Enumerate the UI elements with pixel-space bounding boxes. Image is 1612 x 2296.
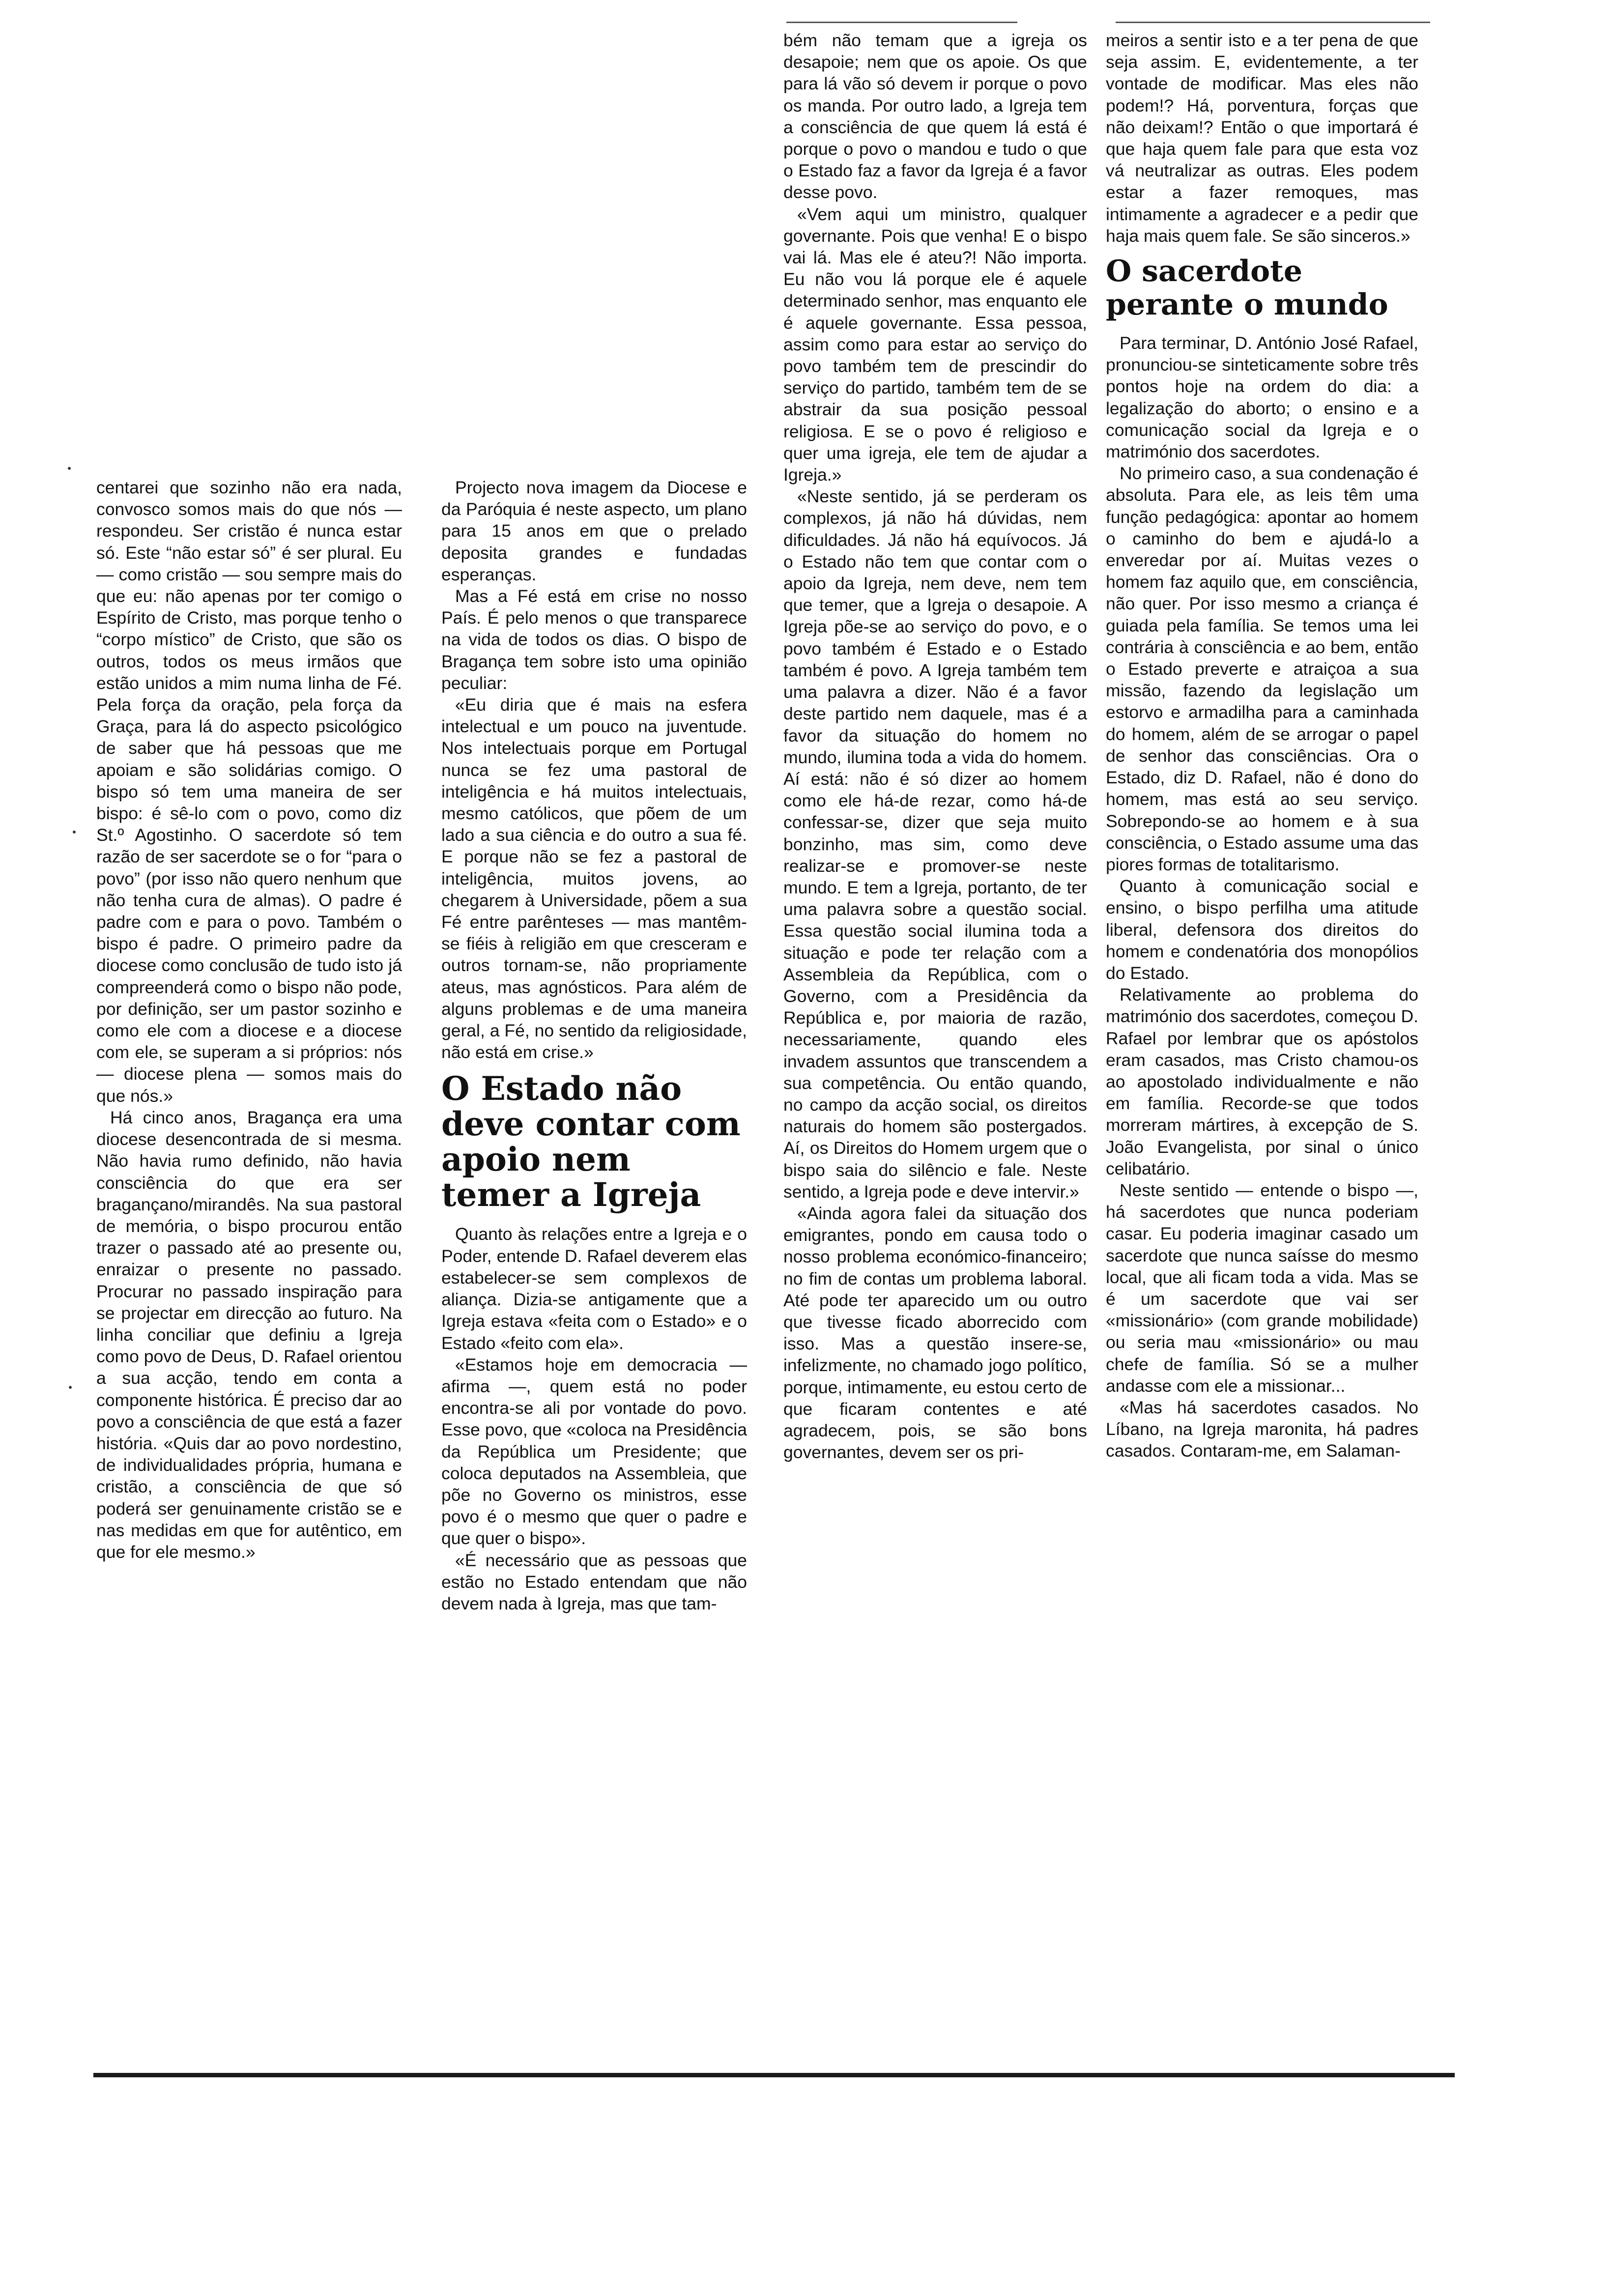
section-headline: O Estado não deve contar com apoio nem temer a Igreja — [441, 1069, 741, 1214]
paragraph: «Eu diria que é mais na esfera intelectual e um pouco na juventude. Nos intelectuais porque em Portugal nunca se fez uma pastoral de inteligência e há muitos intelectuais, mesmo católicos, que põem de um lado a sua ciência e do outro a sua fé. E porque não se fez a pastoral de inteligência, muitos jovens, ao chegarem à Universidade, põem a sua Fé entre parênteses — mas mantêm-se fiéis à religião em que cresceram e outros tornam-se, não propriamente ateus, mas agnósticos. Para além de alguns problemas e de uma maneira geral, a Fé, no sentido da religiosidade, não está em crise.» — [441, 695, 747, 1062]
article-column-2 — [441, 477, 747, 1614]
section-headline: O sacerdote perante o mundo — [1106, 254, 1388, 322]
article-column-3 — [783, 29, 1087, 1463]
scan-speck — [68, 467, 71, 470]
paragraph: No primeiro caso, a sua condenação é absoluta. Para ele, as leis têm uma função pedagógica: apontar ao homem o caminho do bem e ajudá-lo a enveredar por aí. Muitas vezes o homem faz aquilo que, em consciência, não quer. Por isso mesmo a criança é guiada pela família. Se temos uma lei contrária à consciência e ao bem, então o Estado preverte e atraiçoa a sua missão, fazendo da legislação um estorvo e armadilha para a caminhada do homem, além de se arrogar o papel de senhor das consciências. Ora o Estado, diz D. Rafael, não é dono do homem, mas está ao seu serviço. Sobrepondo-se ao homem e à sua consciência, o Estado assume uma das piores formas de totalitarismo. — [1106, 463, 1418, 874]
paragraph: Projecto nova imagem da Diocese e da Paróquia é neste aspecto, um plano para 15 anos em que o prelado deposita grandes e fundadas esperanças. — [441, 478, 747, 584]
scan-speck — [69, 1386, 72, 1389]
paragraph: «Estamos hoje em democracia — afirma —, quem está no poder encontra-se ali por vontade do povo. Esse povo, que «coloca na Presidência da República um Presidente; que coloca deputados na Assembleia, que põe no Governo os ministros, esse povo é o mesmo que quer o padre e que quer o bispo». — [441, 1354, 747, 1549]
paragraph: Mas a Fé está em crise no nosso País. É pelo menos o que transparece na vida de todos os dias. O bispo de Bragança tem sobre isto uma opinião peculiar: — [441, 586, 747, 693]
paragraph: Para terminar, D. António José Rafael, pronunciou-se sinteticamente sobre três pontos hoje na ordem do dia: a legalização do aborto; o ensino e a comunicação social da Igreja e o matrimónio dos sacerdotes. — [1106, 333, 1418, 462]
paragraph: centarei que sozinho não era nada, convosco somos mais do que nós — respondeu. Ser cristão é nunca estar só. Este “não estar só” é ser plural. Eu — como cristão — sou sempre mais do que eu: não apenas por ter comigo o Espírito de Cristo, mas porque tenho o “corpo místico” de Cristo, que são os outros, todos os meus irmãos que estão unidos a mim numa linha de Fé. Pela força da oração, pela força da Graça, para lá do aspecto psicológico de saber que há pessoas que me apoiam e são solidárias comigo. O bispo só tem uma maneira de ser bispo: é sê-lo com o povo, como diz St.º Agostinho. O sacerdote só tem razão de ser sacerdote se o for “para o povo” (por isso não quero nenhum que não tenha cura de almas). O padre é padre com e para o povo. Também o bispo é padre. O primeiro padre da diocese como conclusão de tudo isto já compreenderá como o bispo não pode, por definição, ser um pastor sozinho e como ele com a diocese e a diocese com ele, se superam a si próprios: nós — diocese plena — somos mais do que nós.» — [96, 478, 402, 1106]
bottom-rule — [93, 2073, 1455, 2077]
paragraph: bém não temam que a igreja os desapoie; nem que os apoie. Os que para lá vão só devem ir porque o povo os manda. Por outro lado, a Igreja tem a consciência de que quem lá está é porque o povo o mandou e tudo o que o Estado faz a favor da Igreja é a favor desse povo. — [783, 30, 1087, 202]
paragraph: «Vem aqui um ministro, qualquer governante. Pois que venha! E o bispo vai lá. Mas ele é ateu?! Não importa. Eu não vou lá porque ele é aquele determinado senhor, mas enquanto ele é aquele governante. Essa pessoa, assim como para estar ao serviço do povo também tem de prescindir do serviço do partido, também tem de se abstrair da sua posição pessoal religiosa. E se o povo é religioso e quer uma igreja, ele tem de ajudar a Igreja.» — [783, 204, 1087, 485]
paragraph: Quanto às relações entre a Igreja e o Poder, entende D. Rafael deverem elas estabelecer-se sem complexos de aliança. Dizia-se antigamente que a Igreja estava «feita com o Estado» e o Estado «feito com ela». — [441, 1224, 747, 1353]
paragraph: Neste sentido — entende o bispo —, há sacerdotes que nunca poderiam casar. Eu poderia imaginar casado um sacerdote que nunca saísse do mesmo local, que ali ficam toda a vida. Mas se é um sacerdote que vai ser «missionário» (com grande mobilidade) ou seria mau «missionário» ou mau chefe de família. Só se a mulher andasse com ele a missionar... — [1106, 1180, 1418, 1396]
paragraph: «Mas há sacerdotes casados. No Líbano, na Igreja maronita, há padres casados. Contaram-me, em Salaman- — [1106, 1397, 1418, 1461]
paragraph: «É necessário que as pessoas que estão no Estado entendam que não devem nada à Igreja, mas que tam- — [441, 1550, 747, 1613]
scan-edge-mark — [786, 22, 1017, 23]
article-column-4 — [1106, 29, 1418, 1462]
article-column-1 — [96, 477, 402, 1563]
paragraph: Quanto à comunicação social e ensino, o bispo perfilha uma atitude liberal, defensora dos direitos do homem e condenatória dos monopólios do Estado. — [1106, 876, 1418, 983]
paragraph: «Neste sentido, já se perderam os complexos, já não há dúvidas, nem dificuldades. Já não há equívocos. Já o Estado não tem que contar com o apoio da Igreja, nem deve, nem tem que temer, que a Igreja o desapoie. A Igreja põe-se ao serviço do povo, e o povo também é Estado e o Estado também é povo. A Igreja também tem uma palavra a dizer. Não é a favor deste partido nem daquele, mas é a favor da situação do homem no mundo, ilumina toda a vida do homem. Aí está: não é só dizer ao homem como ele há-de rezar, como há-de confessar-se, dizer que seja muito bonzinho, mas sim, como deve realizar-se e promover-se neste mundo. E tem a Igreja, portanto, de ter uma palavra sobre a questão social. Essa questão social ilumina toda a situação e pode ter relação com a Assembleia da República, com o Governo, com a Presidência da República e, por maioria de razão, necessariamente, quando eles invadem assuntos que transcendem a sua competência. Ou então quando, no campo da acção social, os direitos naturais do homem são postergados. Aí, os Direitos do Homem urgem que o bispo saia do silêncio e fale. Neste sentido, a Igreja pode e deve intervir.» — [783, 487, 1087, 1202]
paragraph: «Ainda agora falei da situação dos emigrantes, pondo em causa todo o nosso problema económico-financeiro; no fim de contas um problema laboral. Até pode ter aparecido um ou outro que tivesse ficado aborrecido com isso. Mas a questão insere-se, infelizmente, no chamado jogo político, porque, intimamente, eu estou certo de que ficaram contentes e até agradecem, pois, se são bons governantes, devem ser os pri- — [783, 1203, 1087, 1463]
scan-speck — [73, 831, 76, 833]
paragraph: Há cinco anos, Bragança era uma diocese desencontrada de si mesma. Não havia rumo definido, não havia consciência do que era ser bragançano/mirandês. Na sua pastoral de memória, o bispo procurou então trazer o passado até ao presente ou, enraizar o presente no passado. Procurar no passado inspiração para se projectar em direcção ao futuro. Na linha conciliar que definiu a Igreja como povo de Deus, D. Rafael orientou a sua acção, tendo em conta a componente histórica. É preciso dar ao povo a consciência de que está a fazer história. «Quis dar ao povo nordestino, de individualidades própria, humana e cristão, a consciência de que só poderá ser genuinamente cristão se e nas medidas em que for autêntico, em que for ele mesmo.» — [96, 1107, 402, 1562]
paragraph: Relativamente ao problema do matrimónio dos sacerdotes, começou D. Rafael por lembrar que os apóstolos eram casados, mas Cristo chamou-os ao apostolado individualmente e não em família. Recorde-se que todos morreram mártires, à excepção de S. João Evangelista, por sinal o único celibatário. — [1106, 985, 1418, 1178]
paragraph: meiros a sentir isto e a ter pena de que seja assim. E, evidentemente, a ter vontade de modificar. Mas eles não podem!? Há, porventura, forças que não deixam!? Então o que importará é que haja quem fale para que esta voz vá neutralizar as outras. Eles podem estar a fazer remoques, mas intimamente a agradecer e a pedir que haja mais quem fale. Se são sinceros.» — [1106, 30, 1418, 246]
scan-edge-mark — [1116, 22, 1430, 23]
